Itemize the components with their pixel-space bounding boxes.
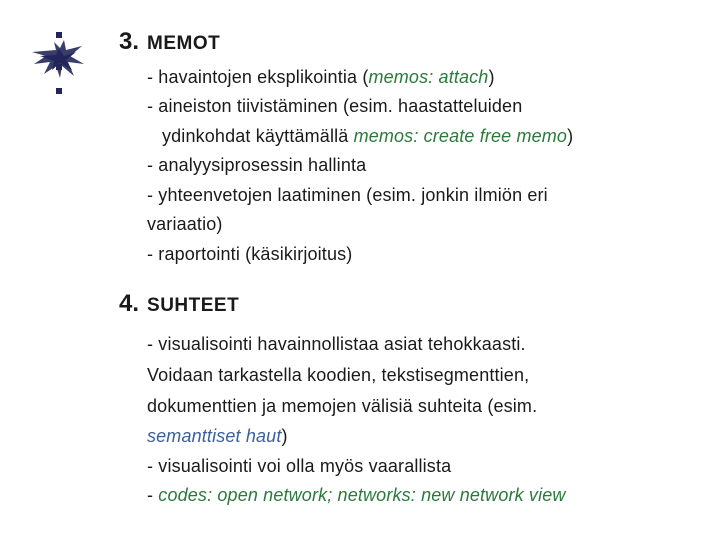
section-number: 3.: [119, 28, 140, 55]
body-line: [147, 210, 223, 240]
body-line: [147, 361, 529, 391]
body-line: [147, 63, 495, 93]
body-line: [147, 92, 522, 122]
section-title: SUHTEET: [147, 295, 240, 316]
text-run: dokumenttien ja memojen välisiä suhteita (esim.: [147, 396, 538, 416]
body-line: [147, 422, 288, 452]
university-logo: [26, 28, 96, 98]
body-line: [147, 181, 548, 211]
text-run: - visualisointi voi olla myös vaarallista: [147, 456, 452, 476]
text-run: -: [147, 485, 159, 505]
text-run: ): [488, 67, 495, 87]
text-run-highlight: codes: open network; networks: new network view: [158, 485, 566, 505]
text-run: ): [567, 126, 574, 146]
text-run: variaatio): [147, 214, 223, 234]
body-line: [147, 452, 451, 482]
text-run: - raportointi (käsikirjoitus): [147, 244, 353, 264]
text-run-highlight: memos: create free memo: [353, 126, 568, 146]
text-run: - analyysiprosessin hallinta: [147, 155, 367, 175]
text-run: ydinkohdat käyttämällä: [162, 126, 354, 146]
text-run: Voidaan tarkastella koodien, tekstisegmenttien,: [147, 365, 530, 385]
text-run-highlight: memos: attach: [368, 67, 489, 87]
text-run: - visualisointi havainnollistaa asiat tehokkaasti.: [147, 334, 526, 354]
logo-square-bottom: [56, 88, 62, 94]
body-line: [147, 481, 566, 511]
logo-square-mid: [56, 64, 62, 70]
text-run: - havaintojen eksplikointia (: [147, 67, 369, 87]
section-number: 4.: [119, 290, 140, 317]
body-line: [147, 151, 366, 181]
section-title: MEMOT: [147, 33, 221, 54]
section-heading-memot: [119, 28, 220, 56]
body-line: [147, 240, 352, 270]
text-run-highlight: semanttiset haut: [147, 426, 282, 446]
text-run: ): [281, 426, 288, 446]
body-line: [147, 330, 526, 360]
text-run: - aineiston tiivistäminen (esim. haastatteluiden: [147, 96, 523, 116]
body-line: [147, 392, 537, 422]
text-run: - yhteenvetojen laatiminen (esim. jonkin ilmiön eri: [147, 185, 548, 205]
section-heading-suhteet: [119, 290, 239, 318]
body-line: [162, 122, 573, 152]
